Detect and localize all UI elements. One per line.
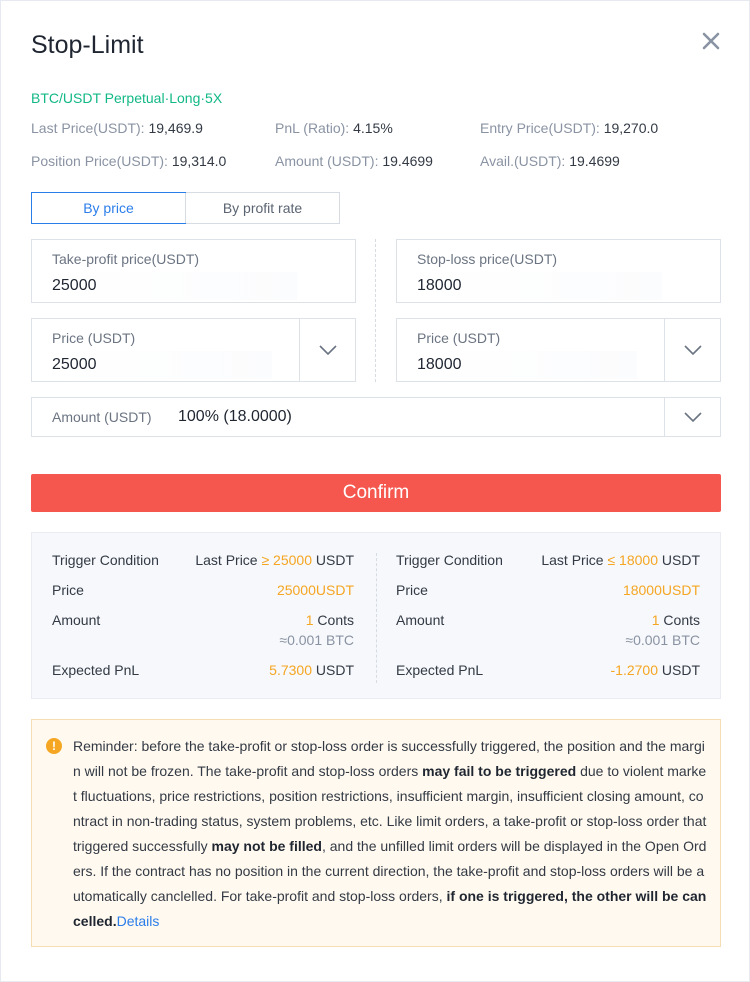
tp-trigger-prefix: Last Price (195, 552, 258, 568)
reminder-text-part-2: due to violent market fluctuations, price restrictions, position restrictions, insufficient margin, insufficient closing amount, contract in non-trading status, system problems, etc. Like limit orders, a take-profit or stop-loss order that triggered successfully (73, 763, 707, 854)
tp-expected-pnl-label: Expected PnL (52, 662, 140, 678)
sl-amount-unit: Conts (659, 612, 700, 628)
summary-divider (376, 553, 377, 683)
take-profit-order-price-field (31, 318, 356, 382)
sl-amount-value (652, 612, 700, 628)
stop-loss-price-field (396, 239, 721, 303)
sl-trigger-condition-value (541, 552, 700, 568)
sl-amount-count: 1 (651, 612, 660, 628)
tp-amount-label: Amount (52, 612, 101, 628)
amount-dropdown[interactable] (664, 398, 720, 436)
avail-label: Avail.(USDT): (480, 153, 566, 169)
take-profit-order-price-label: Price (USDT) (52, 330, 136, 346)
sl-trigger-prefix: Last Price (541, 552, 604, 568)
sl-expected-pnl-label: Expected PnL (396, 662, 484, 678)
details-link[interactable]: Details (116, 913, 160, 929)
last-price-value: 19,469.9 (148, 120, 203, 136)
tp-trigger-condition-label: Trigger Condition (52, 552, 159, 568)
pnl-info (275, 120, 393, 136)
entry-price-value: 19,270.0 (603, 120, 659, 136)
take-profit-price-label: Take-profit price(USDT) (52, 251, 200, 267)
last-price-info (31, 120, 203, 136)
avail-value: 19.4699 (569, 153, 620, 169)
tp-pnl-number: 5.7300 (269, 662, 312, 678)
tp-trigger-unit: USDT (312, 552, 354, 568)
sl-price-value: 18000USDT (622, 582, 700, 598)
chevron-down-icon (319, 345, 337, 355)
tp-expected-pnl-value (269, 662, 354, 678)
sl-amount-btc: ≈0.001 BTC (625, 632, 700, 648)
position-price-label: Position Price(USDT): (31, 153, 168, 169)
stop-loss-price-type-dropdown[interactable] (664, 319, 720, 381)
tp-amount-btc: ≈0.001 BTC (279, 632, 354, 648)
entry-price-label: Entry Price(USDT): (480, 120, 600, 136)
entry-price-info (480, 120, 658, 136)
amount-select[interactable] (31, 397, 721, 437)
tp-trigger-condition-value (195, 552, 354, 568)
amount-info-value: 19.4699 (382, 153, 433, 169)
column-divider (375, 239, 376, 382)
stop-loss-order-price-label: Price (USDT) (417, 330, 501, 346)
amount-select-value: 100% (18.0000) (178, 408, 292, 425)
stop-loss-price-input[interactable] (417, 272, 662, 300)
tp-amount-value (306, 612, 354, 628)
sl-expected-pnl-value (611, 662, 700, 678)
tab-by-profit-rate[interactable]: By profit rate (185, 193, 339, 223)
pnl-label: PnL (Ratio): (275, 120, 350, 136)
sl-price-label: Price (396, 582, 428, 598)
chevron-down-icon (684, 345, 702, 355)
tp-pnl-unit: USDT (312, 662, 354, 678)
last-price-label: Last Price(USDT): (31, 120, 145, 136)
tp-price-value: 25000USDT (276, 582, 354, 598)
position-price-info (31, 153, 226, 169)
amount-info (275, 153, 433, 169)
sl-trigger-unit: USDT (658, 552, 700, 568)
sl-amount-label: Amount (396, 612, 445, 628)
reminder-text-part-3: , and the unfilled limit orders will be displayed in the Open Orders. If the contract has no position in the current direction, the take-profit and stop-loss orders will be automatically canclelled. For take-profit and stop-loss orders, (73, 838, 707, 904)
reminder-bold-1: may fail to be triggered (422, 763, 577, 779)
sl-trigger-threshold: ≤ 18000 (607, 552, 658, 568)
reminder-bold-3: if one is triggered, the other will be cancelled. (73, 888, 707, 929)
tp-amount-unit: Conts (313, 612, 354, 628)
take-profit-price-field (31, 239, 356, 303)
mode-tabs (31, 192, 340, 224)
contract-pair: BTC/USDT Perpetual·Long·5X (31, 90, 223, 106)
confirm-button[interactable]: Confirm (31, 474, 721, 512)
close-icon[interactable] (698, 28, 724, 54)
tp-price-label: Price (52, 582, 84, 598)
chevron-down-icon (684, 412, 702, 422)
tp-amount-count: 1 (305, 612, 314, 628)
reminder-box (31, 719, 721, 947)
amount-info-label: Amount (USDT): (275, 153, 379, 169)
amount-select-label: Amount (USDT) (52, 409, 152, 425)
sl-trigger-condition-label: Trigger Condition (396, 552, 503, 568)
reminder-bold-2: may not be filled (211, 838, 322, 854)
take-profit-order-price-input[interactable] (52, 351, 272, 379)
pnl-value: 4.15% (353, 120, 393, 136)
sl-pnl-unit: USDT (658, 662, 700, 678)
dialog-title: Stop-Limit (31, 31, 144, 59)
avail-info (480, 153, 620, 169)
stop-loss-order-price-field (396, 318, 721, 382)
tp-trigger-threshold: ≥ 25000 (261, 552, 312, 568)
take-profit-price-type-dropdown[interactable] (299, 319, 355, 381)
reminder-text (73, 734, 709, 934)
reminder-text-part-1: Reminder: before the take-profit or stop-loss order is successfully triggered, the position and the margin will not be frozen. The take-profit and stop-loss orders (73, 738, 705, 779)
take-profit-price-input[interactable] (52, 272, 297, 300)
stop-loss-price-label: Stop-loss price(USDT) (417, 251, 558, 267)
warning-icon: ! (46, 738, 62, 754)
tab-by-price[interactable]: By price (31, 192, 186, 224)
order-summary (31, 532, 721, 699)
position-price-value: 19,314.0 (171, 153, 227, 169)
sl-pnl-number: -1.2700 (610, 662, 658, 678)
stop-loss-order-price-input[interactable] (417, 351, 637, 379)
